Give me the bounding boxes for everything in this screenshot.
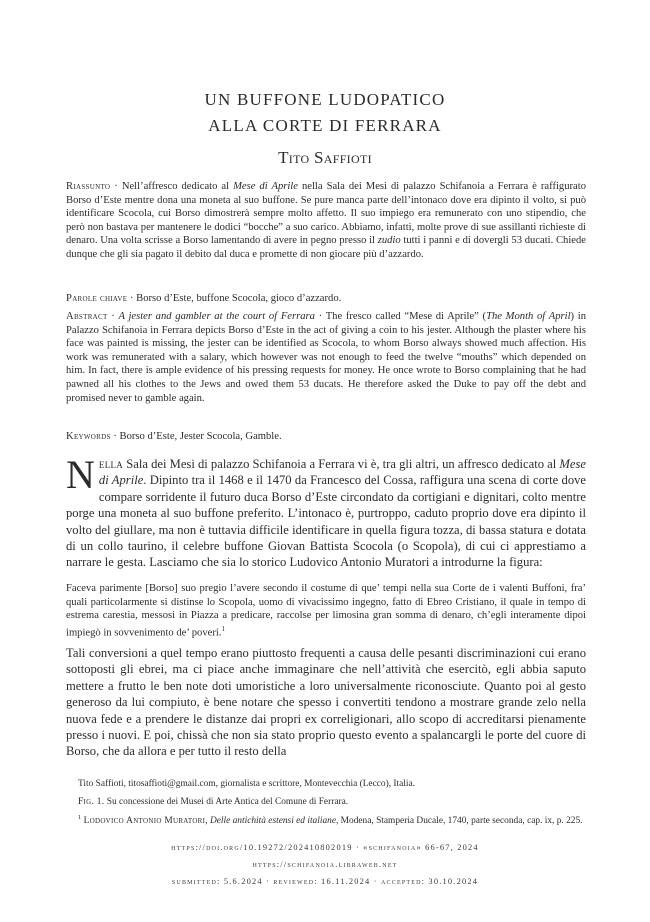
abstract-text-b: ) in Palazzo Schifanoia in Ferrara depicts Borso d’Este in the act of giving a coin to his jester. Although the plaster where his face was painted is missing, the jester can be identified as Scocola, to whom Borso always showed much affection. His work was remunerated with a salary, which however was not enough to feed the twelve “mouths” which depended on him. In fact, there is ample evidence of his pressing requests for money. He once wrote to Borso complaining that he had pawned all his clothes to the Jews and owed them 53 ducats. He therefore asked the Duke to pay off the debt and promised never to gamble again.	[66, 311, 586, 404]
author-note: Tito Saffioti, titosaffioti@gmail.com, giornalista e scrittore, Montevecchia (Lecco), Italia.	[78, 779, 416, 789]
opening-smallcaps: ella	[98, 457, 124, 471]
parole-chiave-text: Borso d’Este, buffone Scocola, gioco d’azzardo.	[136, 293, 342, 304]
riassunto-italic-2: zudio	[377, 235, 401, 247]
figure-note-text: Su concessione dei Musei di Arte Antica del Comune di Ferrara.	[104, 797, 349, 807]
footer-site[interactable]: https://schifanoia.libraweb.net	[252, 860, 398, 869]
article-author: Tito Saffioti	[278, 148, 372, 167]
footer-dates: submitted: 5.6.2024 · reviewed: 16.11.2024 · accepted: 30.10.2024	[171, 877, 479, 886]
riassunto-text-c: tutti i panni e di dovergli 53 ducati. Chiede dunque che gli sia pagato il debito dal duca e promette di non giocare più d’azzardo.	[66, 235, 586, 260]
footnote-1-author: Lodovico Antonio Muratori	[83, 816, 206, 827]
keywords-label: Keywords	[66, 431, 111, 442]
riassunto-label: Riassunto	[66, 181, 111, 192]
article-title-line-1: UN BUFFONE LUDOPATICO	[204, 90, 446, 109]
abstract-paragraph: Abstract · A jester and gambler at the court of Ferrara · The fresco called “Mese di Aprile” (The Month of April) in Palazzo Schifanoia in Ferrara depicts Borso d’Este in the act of giving a coin to his jester. Although the plaster where his face was painted is missing, the jester can be identified as Scocola, to whom Borso always showed much affection. His work was remunerated with a salary, which however was not enough to feed the twelve “mouths” which depended on him. In fact, there is ample evidence of his pressing requests for money. He once wrote to Borso complaining that he had pawned all his clothes to the Jews and owed them 53 ducats. He therefore asked the Duke to pay off the debt and promised never to gamble again.	[66, 311, 586, 404]
body-p1-italic: Mese di Aprile	[98, 457, 586, 488]
footnote-1-rest: , Modena, Stamperia Ducale, 1740, parte seconda, cap. ix, p. 225.	[335, 816, 583, 827]
abstract-label: Abstract	[66, 311, 108, 322]
footer-doi[interactable]: https://doi.org/10.19272/202410802019 · «schifanoia» 66-67, 2024	[171, 843, 479, 852]
abstract-italic: The Month of April	[486, 311, 571, 322]
abstract-title: A jester and gambler at the court of Ferrara	[118, 311, 315, 322]
riassunto-text-b: nella Sala dei Mesi di palazzo Schifanoia a Ferrara è raffigurato Borso d’Este mentre dona una moneta al suo buffone. Se pure manca parte dell’intonaco dove era dipinto il volto, si può identificare Scocola, cui Borso dimostrerà sempre molto affetto. Il suo impiego era remunerato con uno stipendio, che però non bastava per mantenere le dodici “bocche” a suo carico. Abbiamo, infatti, molte prove di sue assillanti richieste di denaro. Una volta scrisse a Borso lamentando di avere in pegno presso il	[66, 181, 586, 247]
figure-note-label: Fig. 1.	[78, 797, 105, 807]
parole-chiave: Parole chiave · Borso d’Este, buffone Scocola, gioco d’azzardo.	[66, 293, 342, 304]
abstract-text-a: The fresco called “Mese di Aprile” (	[325, 311, 487, 322]
parole-chiave-label: Parole chiave	[66, 293, 128, 304]
riassunto-text-a: Nell’affresco dedicato al	[121, 181, 234, 192]
body-p1-a: Sala dei Mesi di palazzo Schifanoia a Ferrara vi è, tra gli altri, un affresco dedicato al	[123, 457, 560, 471]
riassunto-italic: Mese di Aprile	[233, 181, 298, 192]
footnote-1-title: Delle antichità estensi ed italiane	[209, 816, 336, 827]
quote-footnote-ref[interactable]: 1	[221, 624, 225, 633]
drop-cap: N	[66, 452, 95, 497]
footnote-1: $^1$ Lodovico Antonio Muratori, Delle antichità estensi ed italiane, Modena, Stamperia Ducale, 1740, parte seconda, cap. ix, p. 225.	[78, 814, 583, 827]
riassunto-paragraph: Riassunto · Nell’affresco dedicato al Mese di Aprile nella Sala dei Mesi di palazzo Schifanoia a Ferrara è raffigurato Borso d’Este mentre dona una moneta al suo buffone. Se pure manca parte dell’intonaco dove era dipinto il volto, si può identificare Scocola, cui Borso dimostrerà sempre molto affetto. Il suo impiego era remunerato con uno stipendio, che però non bastava per mantenere le dodici “bocche” a suo carico. Abbiamo, infatti, molte prove di sue assillanti richieste di denaro. Una volta scrisse a Borso lamentando di avere in pegno presso il zudio tutti i panni e di dovergli 53 ducati. Chiede dunque che gli sia pagato il debito dal duca e promette di non giocare più d’azzardo.	[66, 181, 586, 260]
figure-note	[78, 796, 586, 808]
footnote-1-number: 1	[78, 814, 82, 821]
keywords-text: Borso d’Este, Jester Scocola, Gamble.	[119, 431, 282, 442]
block-quote	[66, 582, 586, 640]
body-paragraph-1	[66, 452, 587, 571]
body-p1-b: . Dipinto tra il 1468 e il 1470 da Francesco del Cossa, raffigura una scena di corte dove compare sorridente il futuro duca Borso d’Este circondato da cortigiani e dignitari, colto mentre porge una moneta al suo buffone preferito. L’intonaco è, purtroppo, caduto proprio dove era dipinto il volto del giullare, ma non è tuttavia difficile identificare in quella figura tozza, di bassa statura e dotata di un collo taurino, il celebre buffone Giovan Battista Scocola (o Scopola), di cui ci apprestiamo a narrare le gesta. Lasciamo che sia lo storico Ludovico Antonio Muratori a introdurne la figura:	[66, 473, 587, 570]
quote-text: Faceva parimente [Borso] suo pregio l’avere secondo il costume di que’ tempi nella sua Corte de i valenti Buffoni, fra’ quali particolarmente si distinse lo Scopola, uomo di vivacissimo ingegno, fatto di Ebreo Cristiano, il quale in tempo di estrema carestia, messosi in Piazza a predicare, raccolse per limosina gran somma di denaro, ch’egli interamente dipoi impiegò in sovvenimento de’ poveri.	[66, 583, 586, 639]
body-paragraph-2: Tali conversioni a quel tempo erano piuttosto frequenti a causa delle pesanti discriminazioni cui erano sottoposti gli ebrei, ma ci piace anche immaginare che nell’attività che esercitò, egli abbia saputo mettere a frutto le ben note doti umoristiche a loro universalmente riconosciute. Quanto poi al gesto generoso da lui compiuto, è bene notare che spesso i convertiti tendono a mostrare grande zelo nella nuova fede e a prendere le distanze dai propri ex correligionari, allo scopo di accreditarsi pienamente presso i nuovi. E poi, chissà che non sia stato proprio questo evento a spalancargli le porte del cuore di Borso, che da allora e per tutto il resto della	[66, 646, 586, 759]
article-title-line-2: ALLA CORTE DI FERRARA	[208, 116, 442, 135]
keywords: Keywords · Borso d’Este, Jester Scocola, Gamble.	[66, 431, 282, 442]
